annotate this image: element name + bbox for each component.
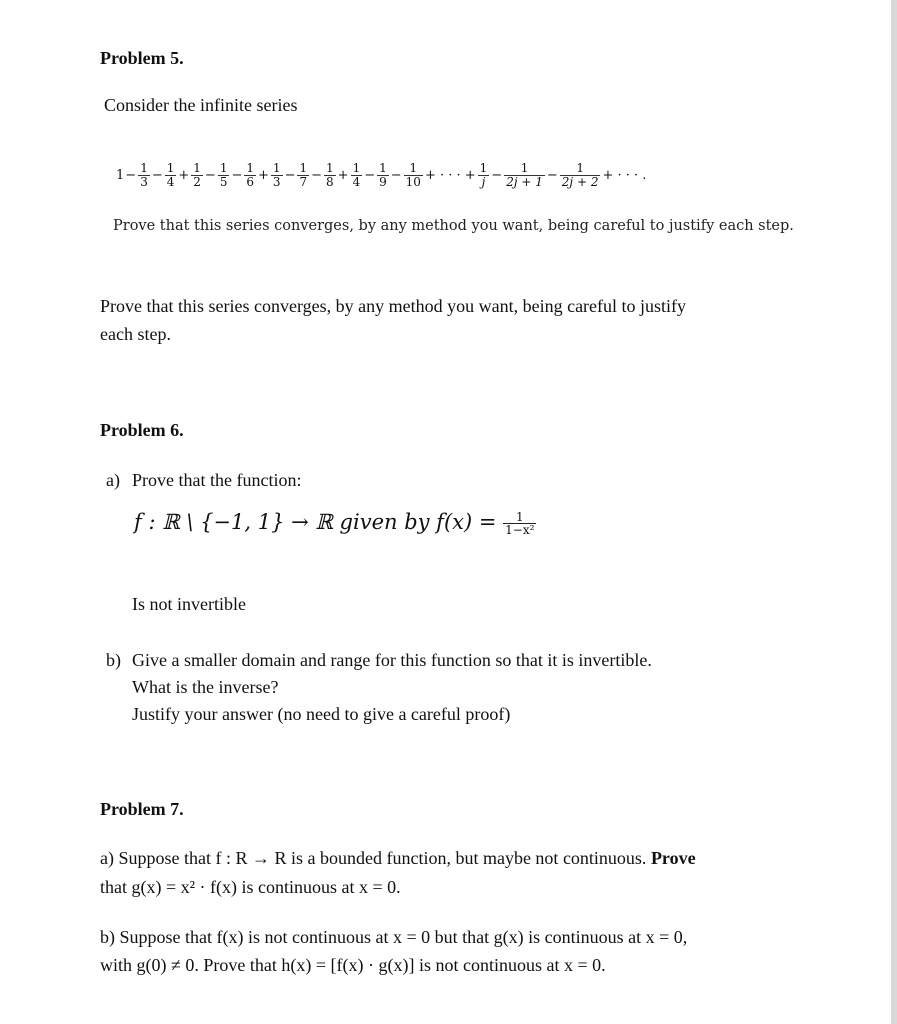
fraction-denominator: 7 [299, 175, 308, 189]
fraction-denominator: 4 [166, 175, 175, 189]
fraction-denominator: 6 [246, 175, 255, 189]
latex-caption: Prove that this series converges, by any method you want, being careful to justify each step. [113, 218, 794, 234]
fraction-numerator: 1 [299, 161, 308, 175]
fraction-denominator: 9 [379, 175, 387, 189]
series-fraction [138, 162, 150, 189]
series-operator: − [311, 168, 323, 183]
series-operator: + [337, 168, 349, 183]
fraction-denominator: 2j + 2 [561, 175, 599, 189]
fraction-numerator: 1 [272, 161, 281, 175]
series-fraction [504, 162, 545, 189]
problem-5-prompt-line1: Prove that this series converges, by any method you want, being careful to justify [100, 296, 687, 316]
problem-5-title: Problem 5. [100, 48, 184, 68]
problem-5-intro: Consider the infinite series [104, 95, 298, 115]
series-fraction [404, 162, 423, 189]
fraction-numerator: 1 [326, 161, 334, 175]
problem-7-title: Problem 7. [100, 799, 184, 819]
series-fraction [297, 162, 309, 189]
series-operator: − [231, 168, 243, 183]
fraction-denominator: 8 [326, 175, 334, 189]
fraction-numerator: 1 [576, 161, 584, 175]
series-fraction [218, 162, 230, 189]
fraction-numerator: 1 [193, 161, 201, 175]
fraction-denominator: 2 [193, 175, 201, 189]
fraction-denominator: j [478, 175, 490, 189]
problem-7-part-a-line1 [100, 848, 696, 869]
series-operator: − [284, 168, 296, 183]
fraction-denominator: 3 [272, 175, 281, 189]
series-equation [116, 162, 756, 206]
problem-7-prove-keyword: Prove [650, 848, 696, 868]
series-operator: + · · · + [424, 168, 476, 183]
series-fraction [165, 162, 177, 189]
problem-6-part-b-line1: Give a smaller domain and range for this function so that it is invertible. [132, 650, 652, 670]
problem-6-part-b-line3: Justify your answer (no need to give a careful proof) [132, 704, 511, 724]
not-invertible-text: Is not invertible [132, 594, 246, 614]
fraction-numerator: 1 [479, 161, 488, 175]
series-operator: − [364, 168, 376, 183]
fraction-numerator: 1 [166, 161, 175, 175]
problem-6-part-b-label: b) [106, 650, 121, 670]
problem-7-part-b-line1: b) Suppose that f(x) is not continuous at x = 0 but that g(x) is continuous at x = 0, [100, 927, 688, 947]
problem-6-part-a-label: a) [106, 470, 120, 490]
fraction-numerator: 1 [246, 161, 255, 175]
fraction-numerator: 1 [140, 161, 148, 175]
series-tail: + · · · . [602, 168, 647, 183]
series-fraction [271, 162, 283, 189]
problem-7-part-a-text: a) Suppose that f : R → R is a bounded function, but maybe not continuous. [100, 848, 647, 868]
series-fraction [324, 162, 336, 189]
series-fraction [560, 162, 601, 189]
series-operator: + [258, 168, 269, 183]
series-operator: − [204, 168, 216, 183]
fraction-denominator: 10 [405, 175, 421, 189]
fraction-denominator: 4 [352, 175, 361, 189]
formula-numerator: 1 [515, 510, 524, 524]
problem-7-part-a-line2: that g(x) = x² · f(x) is continuous at x = 0. [100, 877, 401, 897]
problem-7-part-b-line2: with g(0) ≠ 0. Prove that h(x) = [f(x) · g(x)] is not continuous at x = 0. [100, 955, 606, 975]
series-operator: − [491, 168, 503, 183]
series-fraction [351, 162, 363, 189]
fraction-numerator: 1 [352, 161, 361, 175]
series-fraction [244, 162, 256, 189]
fraction-denominator: 5 [219, 175, 228, 189]
formula-denominator: 1−x² [505, 523, 535, 537]
problem-6-part-b-line2: What is the inverse? [132, 677, 279, 697]
problem-6-part-a-text: Prove that the function: [132, 470, 302, 490]
fraction-numerator: 1 [219, 161, 228, 175]
fraction-denominator: 2j + 1 [506, 175, 543, 189]
series-operator: − [125, 168, 137, 183]
fraction-denominator: 3 [140, 175, 148, 189]
series-fraction [377, 162, 389, 189]
series-fraction [478, 162, 490, 189]
fraction-numerator: 1 [379, 161, 387, 175]
series-operator: − [546, 168, 558, 183]
problem-5-prompt-line2: each step. [100, 324, 171, 344]
fraction-numerator: 1 [409, 161, 418, 175]
series-lead-term: 1 [116, 168, 125, 183]
series-fraction [191, 162, 203, 189]
fraction-numerator: 1 [520, 161, 529, 175]
series-operator: − [390, 168, 402, 183]
series-operator: + [178, 168, 190, 183]
formula-head: f : ℝ \ {−1, 1} → ℝ given by f(x) = [134, 510, 497, 534]
function-formula [134, 510, 536, 536]
page-right-edge [891, 0, 897, 1024]
series-operator: − [151, 168, 163, 183]
formula-fraction [503, 511, 536, 536]
problem-6-title: Problem 6. [100, 420, 184, 440]
